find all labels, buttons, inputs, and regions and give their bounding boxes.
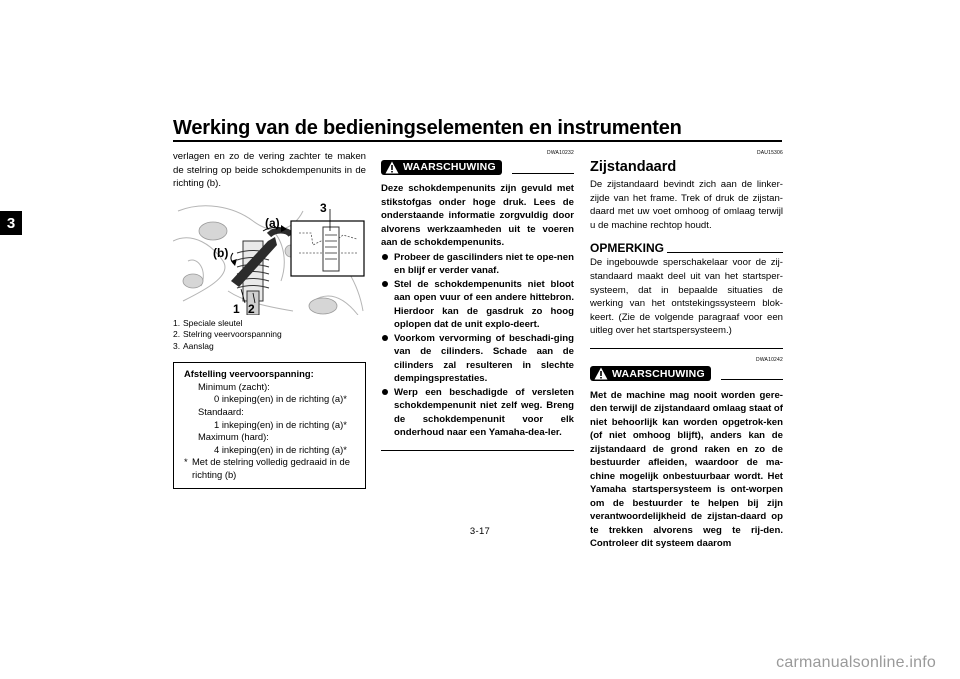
warning-badge-2 <box>590 366 711 381</box>
column-2 <box>381 150 574 451</box>
spring-preload-spec-box <box>173 362 366 488</box>
chapter-tab: 3 <box>0 211 22 235</box>
callout-2: 2 <box>248 301 255 315</box>
note-label: OPMERKING <box>590 241 665 256</box>
callout-3: 3 <box>320 200 327 215</box>
column-3 <box>590 150 783 551</box>
note-header <box>590 241 783 255</box>
spec-title: Afstelling veervoorspanning: <box>184 368 314 380</box>
warning-text-2: Met de machine mag nooit worden gere-den terwijl de zijstandaard omlaag staat of niet behoorlijk kan worden opgetrok-ken (of niet omhoog blijft), anders kan de zijstandaard de grond raken en zo de bestuurder afleiden, waardoor de ma-chine mogelijk onbestuurbaar wordt. Het Yamaha startspersysteem is ont-worpen om de bestuurder te helpen bij zijn verantwoordelijkheid de zijstan-daard op te trekken alvorens weg te rij-den. Controleer dit systeem daarom <box>590 389 783 550</box>
warning-code-2: DWA10242 <box>756 356 783 363</box>
spec-min-value: 0 inkeping(en) in de richting (a)* <box>214 393 347 405</box>
warning-header-2 <box>590 366 783 382</box>
warning-bullets <box>381 251 574 440</box>
callout-1: 1 <box>233 301 240 315</box>
spec-max-label: Maximum (hard): <box>198 431 269 443</box>
spec-min-label: Minimum (zacht): <box>198 380 270 392</box>
warning-badge <box>381 160 502 175</box>
watermark: carmanualsonline.info <box>776 654 936 671</box>
intro-paragraph: verlagen en zo de vering zachter te maken de stelring op beide schokdempenunits in de richting (b). <box>173 151 366 190</box>
figure-captions <box>173 318 366 353</box>
spec-footnote: * Met de stelring volledig gedraaid in de richting (b) <box>184 456 350 481</box>
spec-std-label: Standaard: <box>198 406 244 418</box>
note-end-rule <box>590 348 783 349</box>
warning-label: WAARSCHUWING <box>403 161 496 173</box>
warning-code: DWA10232 <box>547 150 574 156</box>
caption-item: 3. Aanslag <box>173 340 214 351</box>
warning-body <box>381 182 574 440</box>
page-number: 3-17 <box>469 526 491 537</box>
page-title: Werking van de bedieningselementen en instrumenten <box>173 117 682 139</box>
sidestand-paragraph: De zijstandaard bevindt zich aan de linker-zijde van het frame. Trek of druk de zijstan-daard met uw voet omhoog of omlaag terwijl u de machine rechtop houdt. <box>590 179 783 231</box>
warning-intro: Deze schokdempenunits zijn gevuld met stikstofgas onder hoge druk. Lees de onderstaande informatie zorgvuldig door alvorens werkzaamheden uit te voeren aan de schokdempenunits. <box>381 183 574 248</box>
spec-std-value: 1 inkeping(en) in de richting (a)* <box>214 418 347 430</box>
warning-triangle-icon <box>594 367 608 380</box>
warning-label-2: WAARSCHUWING <box>612 367 705 380</box>
caption-item: 2. Stelring veervoorspanning <box>173 329 282 340</box>
warning-bullet: Stel de schokdempenunits niet bloot aan open vuur of een andere hittebron. Hierdoor kan de gasdruk zo hoog oplopen dat de unit explo-deert. <box>381 278 574 332</box>
warning-triangle-icon <box>385 161 399 174</box>
shock-absorber-illustration <box>173 201 366 315</box>
caption-item: 1. Speciale sleutel <box>173 317 243 328</box>
note-text: De ingebouwde sperschakelaar voor de zij-standaard maakt deel uit van het startsper-systeem, dat in bepaalde situaties de werking van het ontstekingssysteem blok-keert. (Zie de volgende paragraaf voor een uitleg over het startspersysteem.) <box>590 257 783 337</box>
column-1 <box>173 150 366 489</box>
warning-bullet: Voorkom vervorming of beschadi-ging van de cilinders. Schade aan de cilinders zal resulteren in slechte dempingsprestaties. <box>381 332 574 386</box>
callout-b: (b) <box>213 245 229 260</box>
section-code: DAU15306 <box>756 150 783 156</box>
title-rule <box>173 140 782 142</box>
warning-bullet: Werp een beschadigde of versleten schokdempenunit niet zelf weg. Breng de schokdempenunit voor elk onderhoud naar een Yamaha-dea-ler. <box>381 386 574 440</box>
warning-end-rule <box>381 450 574 451</box>
section-title: Zijstandaard <box>590 159 677 175</box>
spec-max-value: 4 inkeping(en) in de richting (a)* <box>214 443 347 455</box>
warning-bullet: Probeer de gascilinders niet te ope-nen en blijf er verder vanaf. <box>381 251 574 278</box>
callout-a: (a) <box>265 215 280 230</box>
warning-header <box>381 159 574 175</box>
shock-absorber-figure <box>173 201 366 315</box>
